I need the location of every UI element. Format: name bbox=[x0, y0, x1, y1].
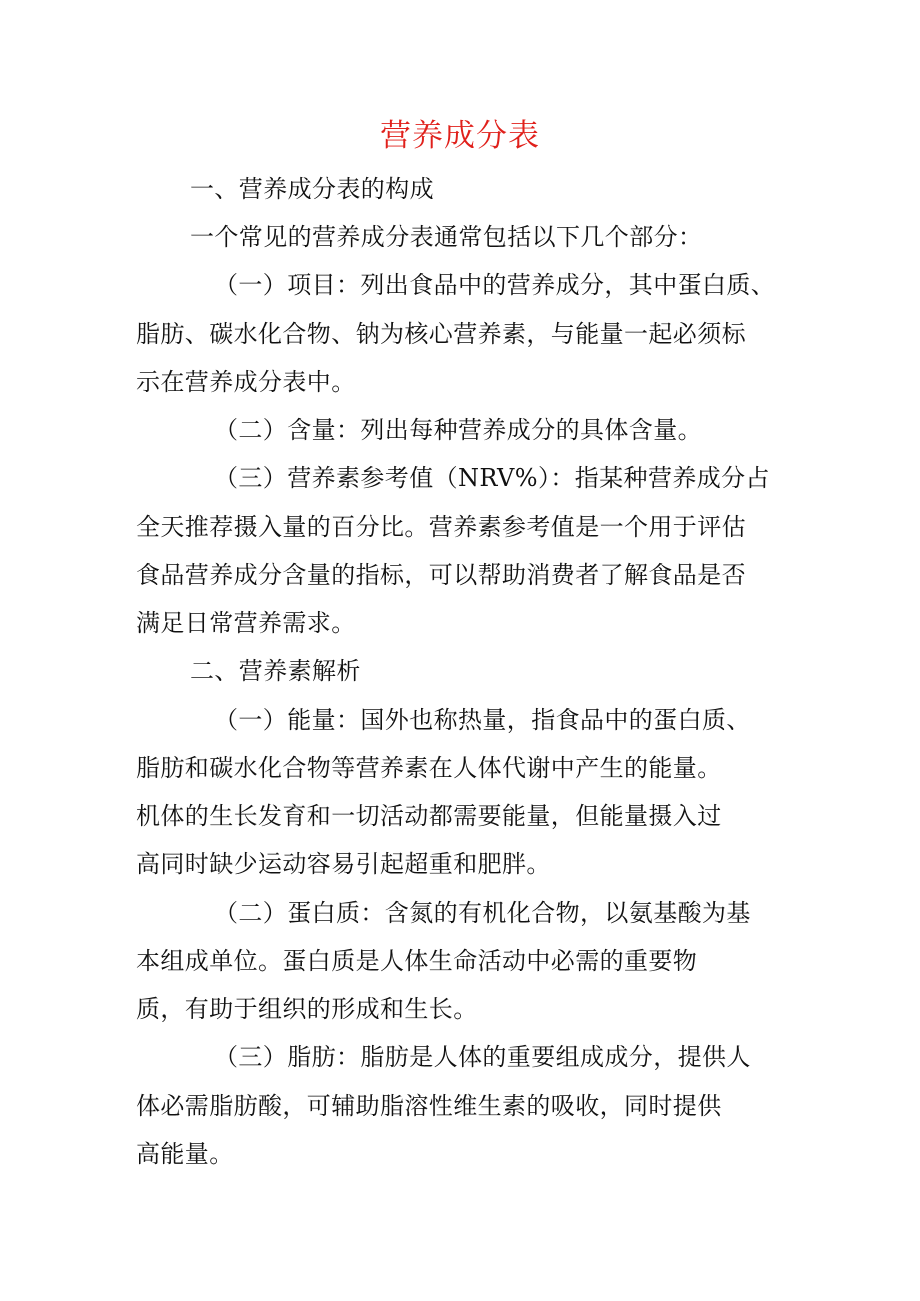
paragraph-line: 脂肪和碳水化合物等营养素在人体代谢中产生的能量。 bbox=[136, 754, 722, 782]
paragraph-line: （三）脂肪：脂肪是人体的重要组成成分，提供人 bbox=[214, 1043, 751, 1071]
paragraph-line: 本组成单位。蛋白质是人体生命活动中必需的重要物 bbox=[136, 947, 698, 975]
paragraph-line: 体必需脂肪酸，可辅助脂溶性维生素的吸收，同时提供 bbox=[136, 1092, 722, 1120]
paragraph-line: 质，有助于组织的形成和生长。 bbox=[136, 995, 478, 1023]
paragraph-line: （二）含量：列出每种营养成分的具体含量。 bbox=[214, 416, 702, 444]
paragraph-line: 示在营养成分表中。 bbox=[136, 368, 356, 396]
paragraph-line: 一个常见的营养成分表通常包括以下几个部分： bbox=[190, 223, 703, 251]
section-heading-composition: 一、营养成分表的构成 bbox=[190, 175, 434, 203]
paragraph-line: 机体的生长发育和一切活动都需要能量，但能量摄入过 bbox=[136, 802, 722, 830]
paragraph-line: 食品营养成分含量的指标，可以帮助消费者了解食品是否 bbox=[136, 561, 746, 589]
section-heading-nutrients: 二、营养素解析 bbox=[190, 657, 361, 685]
paragraph-line: 高同时缺少运动容易引起超重和肥胖。 bbox=[136, 850, 551, 878]
paragraph-line: 全天推荐摄入量的百分比。营养素参考值是一个用于评估 bbox=[136, 513, 746, 541]
paragraph-line: 满足日常营养需求。 bbox=[136, 609, 356, 637]
paragraph-line: 脂肪、碳水化合物、钠为核心营养素，与能量一起必须标 bbox=[136, 320, 746, 348]
document-title: 营养成分表 bbox=[380, 118, 540, 154]
paragraph-line: （二）蛋白质：含氮的有机化合物，以氨基酸为基 bbox=[214, 899, 751, 927]
paragraph-line: （三）营养素参考值（NRV%）：指某种营养成分占 bbox=[214, 464, 770, 492]
paragraph-line: （一）能量：国外也称热量，指食品中的蛋白质、 bbox=[214, 706, 751, 734]
paragraph-line: 高能量。 bbox=[136, 1140, 234, 1168]
paragraph-line: （一）项目：列出食品中的营养成分，其中蛋白质、 bbox=[214, 271, 776, 299]
